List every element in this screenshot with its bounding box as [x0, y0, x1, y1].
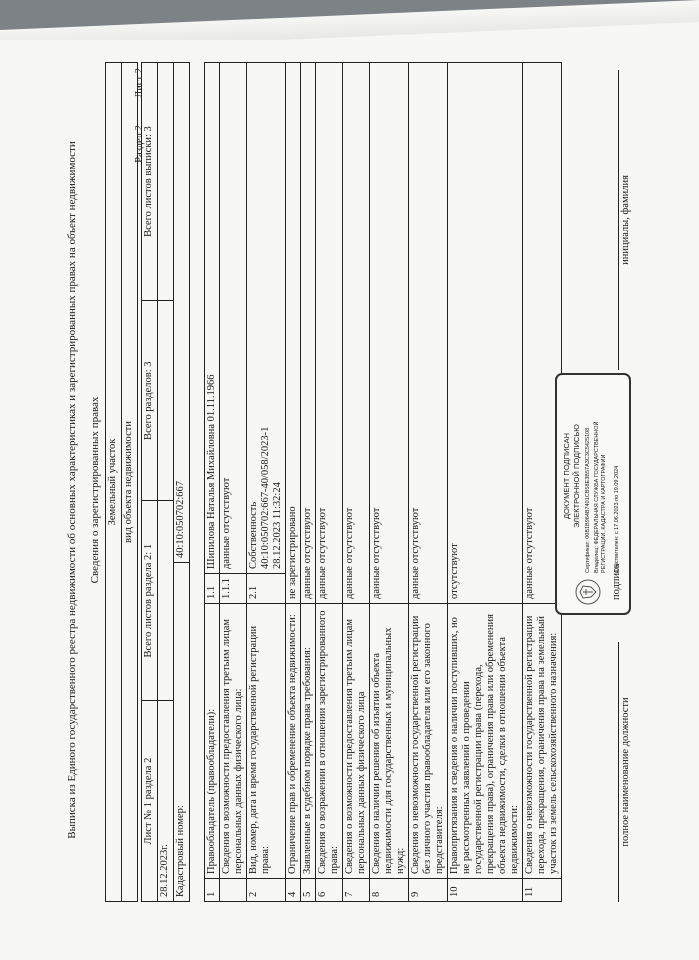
row-label: Сведения о возможности предоставления третьим лицам персональных данных физического лица	[343, 604, 370, 879]
row-value: данные отсутствуют	[523, 63, 562, 604]
cadastral-table	[173, 62, 190, 902]
row-number: 1	[205, 879, 220, 902]
row-number: 11	[523, 879, 562, 902]
table-row	[286, 63, 301, 902]
table-row	[220, 63, 247, 902]
row-value: данные отсутствуют	[220, 63, 247, 574]
stamp-validity: Действителен: с 17.06.2023 по 19.09.2024	[614, 465, 620, 573]
row-value: данные отсутствуют	[301, 63, 316, 604]
stamp-certificate: Сертификат: 00B1B964B7401CB58E3B57A3C3C5425108	[585, 427, 591, 573]
table-row	[343, 63, 370, 902]
document-subtitle: Сведения о зарегистрированных правах	[89, 396, 101, 584]
document-title: Выписка из Единого государственного реестра недвижимости об основных характеристиках и зарегистрированных правах на объект недвижимости	[66, 141, 78, 839]
stamp-owner: Владелец: ФЕДЕРАЛЬНАЯ СЛУЖБА ГОСУДАРСТВЕННОЙ РЕГИСТРАЦИИ, КАДАСТРА И КАРТОГРАФИИ	[594, 421, 607, 573]
stamp-line1: ДОКУМЕНТ ПОДПИСАН	[562, 432, 571, 520]
sections-total: Всего разделов: 3	[142, 301, 158, 501]
row-sub-number: 1.1	[205, 574, 220, 604]
row-value: данные отсутствуют	[409, 63, 448, 604]
row-number: 10	[448, 879, 523, 902]
registration-number: 40:10:050702:667-40/058/2023-1	[260, 426, 271, 569]
position-line	[618, 642, 619, 902]
extract-date: 28.12.2023г.	[158, 701, 174, 902]
row-value: не зарегистрировано	[286, 63, 301, 604]
row-label: Сведения о возражении в отношении зарегистрированного права:	[316, 604, 343, 879]
sheet-meta-table	[141, 62, 174, 902]
row-number: 7	[343, 879, 370, 902]
table-row	[247, 63, 286, 902]
row-label: Сведения о наличии решения об изъятии объекта недвижимости для государственных и муниципальных нужд:	[370, 604, 409, 879]
rights-table	[204, 62, 562, 902]
table-row	[409, 63, 448, 902]
sheets-total: Всего листов выписки: 3	[142, 63, 158, 301]
sheet-number: Лист № 1 раздела 2	[142, 701, 158, 902]
row-label: Сведения о невозможности государственной регистрации перехода, прекращения, ограничения права на земельный участок из земель сельскохозяйственного назначения:	[523, 604, 562, 879]
registration-datetime: 28.12.2023 11:32:24	[272, 482, 283, 569]
cadastral-label: Кадастровый номер:	[174, 563, 190, 902]
row-number: 6	[316, 879, 343, 902]
row-label: Правопритязания и сведения о наличии поступивших, но не рассмотренных заявлений о проведении государственной регистрации права (перехода, прекращения права), ограничения права или обременения объекта недвижимости, сделки в отношении объекта недвижимости:	[448, 604, 523, 879]
object-type-table	[105, 62, 138, 902]
row-value: данные отсутствуют	[343, 63, 370, 604]
stamp-line2: ЭЛЕКТРОННОЙ ПОДПИСЬЮ	[572, 424, 581, 528]
row-value: данные отсутствуют	[316, 63, 343, 604]
sheet-label: Лист 2	[134, 68, 145, 98]
sheets-in-section: Всего листов раздела 2: 1	[142, 501, 158, 701]
cadastral-number: 40:10:050702:667	[174, 63, 190, 563]
row-label: Правообладатель (правообладатели):	[205, 604, 220, 879]
name-line	[618, 70, 619, 370]
row-number: 9	[409, 879, 448, 902]
row-sub-number: 1.1.1	[220, 574, 247, 604]
object-name: Земельный участок	[106, 63, 122, 902]
object-kind-label: вид объекта недвижимости	[122, 63, 138, 902]
name-caption: инициалы, фамилия	[620, 175, 631, 265]
table-row	[316, 63, 343, 902]
table-row	[370, 63, 409, 902]
table-row	[448, 63, 523, 902]
row-number: 8	[370, 879, 409, 902]
row-label: Вид, номер, дата и время государственной регистрации права:	[247, 604, 286, 879]
row-number: 2	[247, 879, 286, 902]
right-type: Собственность	[248, 501, 259, 569]
row-label: Заявленные в судебном порядке права требования:	[301, 604, 316, 879]
position-caption: полное наименование должности	[620, 697, 631, 847]
row-label: Ограничение прав и обременение объекта недвижимости:	[286, 604, 301, 879]
row-number: 4	[286, 879, 301, 902]
table-row	[301, 63, 316, 902]
emblem-icon	[573, 577, 603, 607]
row-label: Сведения о возможности предоставления третьим лицам персональных данных физического лица:	[220, 604, 247, 879]
row-value: Шипилова Наталья Михайловна 01.11.1966	[205, 63, 220, 574]
signature-caption: подпись	[611, 563, 622, 600]
row-sub-number: 2.1	[247, 574, 286, 604]
row-value: отсутствуют	[448, 63, 523, 604]
section-label: Раздел 2	[134, 125, 145, 163]
row-value: данные отсутствуют	[370, 63, 409, 604]
row-number: 5	[301, 879, 316, 902]
rotated-document	[62, 50, 682, 930]
row-label: Сведения о невозможности государственной регистрации без личного участия правообладателя или его законного представителя:	[409, 604, 448, 879]
table-row	[205, 63, 220, 902]
row-value	[247, 63, 286, 574]
